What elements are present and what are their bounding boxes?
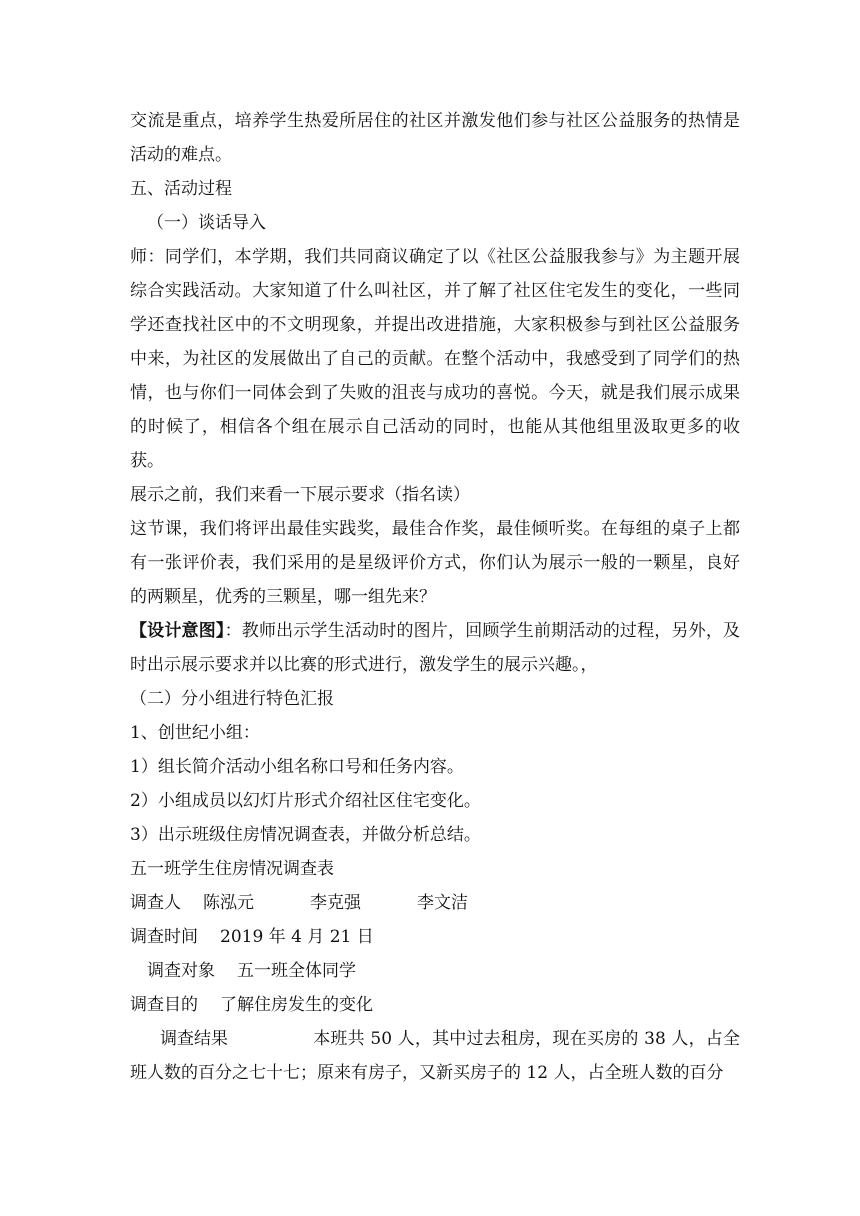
surveyor-label: 调查人 [130,893,181,913]
paragraph-difficulty: 交流是重点，培养学生热爱所居住的社区并激发他们参与社区公益服务的热情是活动的难点。 [130,111,740,165]
design-intent-label: 【设计意图】 [130,621,225,641]
result-label: 调查结果 [160,1029,228,1049]
survey-surveyors [130,886,740,920]
paragraph-design-intent [130,614,740,682]
survey-result [130,1022,740,1090]
document-body [130,104,740,1090]
object-label: 调查对象 [147,961,215,981]
survey-purpose [130,988,740,1022]
step-1: 1）组长简介活动小组名称口号和任务内容。 [130,757,464,777]
paragraph-teacher-intro: 师：同学们，本学期，我们共同商议确定了以《社区公益服我参与》为主题开展综合实践活动。大家知道了什么叫社区，并了解了社区住宅发生的变化，一些同学还查找社区中的不文明现象，并提出改进措施，大家积极参与到社区公益服务中来，为社区的发展做出了自己的贡献。在整个活动中，我感受到了同学们的热情，也与你们一同体会到了失败的沮丧与成功的喜悦。今天，就是我们展示成果的时候了，相信各个组在展示自己活动的同时，也能从其他组里汲取更多的收获。 [130,247,740,471]
time-value: 2019 年 4 月 21 日 [220,927,374,947]
design-intent-text: ：教师出示学生活动时的图片，回顾学生前期活动的过程，另外，及时出示展示要求并以比赛的形式进行，激发学生的展示兴趣。， [130,621,741,675]
paragraph-awards: 这节课，我们将评出最佳实践奖，最佳合作奖，最佳倾听奖。在每组的桌子上都有一张评价表，我们采用的是星级评价方式，你们认为展示一般的一颗星，良好的两颗星，优秀的三颗星，哪一组先来？ [130,519,740,607]
time-label: 调查时间 [130,927,198,947]
surveyor-2: 李克强 [310,893,361,913]
surveyor-1: 陈泓元 [203,893,254,913]
purpose-value: 了解住房发生的变化 [220,995,373,1015]
section-heading-activity-process: 五、活动过程 [130,179,232,199]
purpose-label: 调查目的 [130,995,198,1015]
paragraph-show-requirements: 展示之前，我们来看一下展示要求（指名读） [130,485,470,505]
step-2: 2）小组成员以幻灯片形式介绍社区住宅变化。 [130,791,481,811]
surveyor-3: 李文洁 [417,893,468,913]
group-title-chuangshiji: 1、创世纪小组： [130,723,260,743]
survey-time [130,920,740,954]
subheading-group-report: （二）分小组进行特色汇报 [130,689,334,709]
result-text: 本班共 50 人，其中过去租房，现在买房的 38 人，占全班人数的百分之七十七；原来有房子，又新买房子的 12 人，占全班人数的百分 [130,1029,740,1083]
object-value: 五一班全体同学 [237,961,356,981]
survey-title: 五一班学生住房情况调查表 [130,859,334,879]
subheading-talk-intro: （一）谈话导入 [147,213,266,233]
step-3: 3）出示班级住房情况调查表，并做分析总结。 [130,825,481,845]
survey-object [130,954,740,988]
